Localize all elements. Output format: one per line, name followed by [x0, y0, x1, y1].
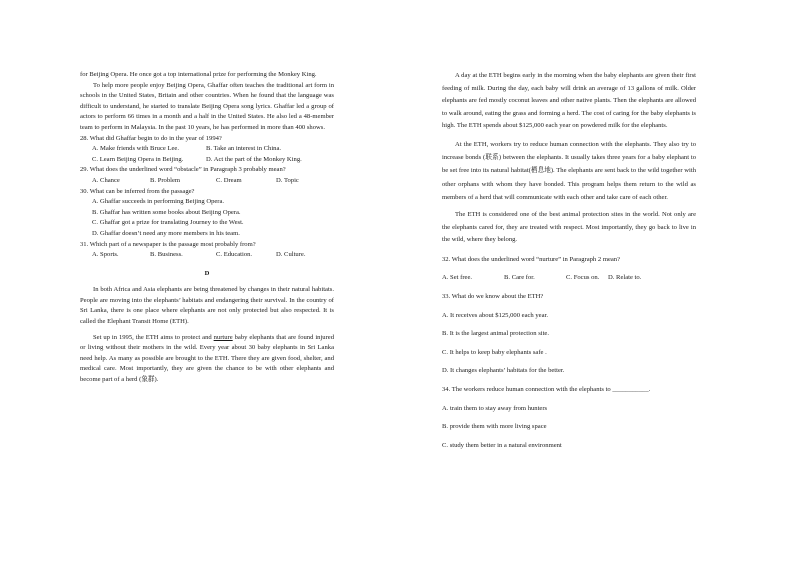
q30-option-a: A. Ghaffar succeeds in performing Beijing Opera.	[92, 198, 225, 206]
q28-options-row1	[80, 144, 334, 155]
q30-option-c: C. Ghaffar got a prize for translating Journey to the West.	[92, 219, 244, 227]
q29-option-c: C. Dream	[216, 176, 242, 184]
q32-option-c: C. Focus on.	[566, 274, 600, 282]
passage-p2-before: Set up in 1995, the ETH aims to protect and	[93, 333, 214, 341]
q34-option-c: C. study them better in a natural environment	[442, 441, 562, 449]
q31-option-a: A. Sports.	[92, 251, 119, 259]
q29-option-a: A. Chance	[92, 176, 120, 184]
passage-p2-after: baby elephants that are found injured or living without their mothers in the wild. Every year about 30 baby elephants in Sri Lanka need help. As many as possible are brought to the ETH. There they are given food, shelter, and medical care. Most importantly, they are given the chance to be with other elephants and become part of a herd (象群).	[80, 333, 334, 384]
q33-option-a: A. It receives about $125,000 each year.	[442, 311, 549, 319]
passage-paragraph-3: A day at the ETH begins early in the morning when the baby elephants are given their first feeding of milk. During the day, each baby will drink an average of 13 gallons of milk. Older elephants are fed mostly coconut leaves and other native plants. Then the elephants are allowed to walk around, eating the grass and forming a herd. The cost of caring for the baby elephants is high. The ETH spends about $125,000 each year on powdered milk for the elephants.	[442, 72, 696, 130]
q31-option-c: C. Education.	[216, 251, 253, 259]
underlined-word-nurture: nurture	[213, 333, 233, 341]
paragraph-opera: To help more people enjoy Beijing Opera, Ghaffar often teaches the traditional art form in schools in the United States, Britain and other countries. When he found that the language was difficult to understand, he started to translate Beijing Opera song lyrics. Ghaffar led a group of actors to perform 66 times in a month and a half in the United States. He also led a 48-member team to perform in Malaysia. In the past 10 years, he has performed in more than 400 shows.	[80, 81, 334, 131]
q30-option-d: D. Ghaffar doesn’t need any more members in his team.	[92, 229, 240, 237]
passage-paragraph-4: At the ETH, workers try to reduce human connection with the elephants. They also try to increase bonds (联系) between the elephants. It usually takes three years for a baby elephant to be set free into its natural habitat(栖息地). The elephants are sent back to the wild together with other orphans with whom they have bonded. This program helps them return to the wild as members of a herd that will communicate with each other and take care of each other.	[442, 140, 696, 201]
q32-option-b: B. Care for.	[504, 274, 535, 282]
left-column	[80, 70, 334, 386]
intro-continuation: for Beijing Opera. He once got a top international prize for performing the Monkey King.	[80, 71, 317, 78]
q29-option-d: D. Topic	[276, 176, 299, 184]
q30-stem: 30. What can be inferred from the passage?	[80, 187, 195, 195]
q31-option-b: B. Business.	[150, 251, 183, 259]
q33-option-b: B. It is the largest animal protection site.	[442, 330, 550, 338]
q33-option-c: C. It helps to keep baby elephants safe .	[442, 348, 547, 356]
q28-option-d: D. Act the part of the Monkey King.	[206, 155, 302, 163]
section-heading: D	[204, 269, 210, 277]
q32-option-d: D. Relate to.	[608, 274, 642, 282]
q29-stem: 29. What does the underlined word “obstacle” in Paragraph 3 probably mean?	[80, 166, 286, 174]
q31-option-d: D. Culture.	[276, 251, 306, 259]
q33-stem: 33. What do we know about the ETH?	[442, 292, 544, 300]
q31-options	[80, 250, 334, 261]
right-column	[442, 70, 696, 451]
q32-stem: 32. What does the underlined word “nurture” in Paragraph 2 mean?	[442, 255, 621, 263]
q28-option-a: A. Make friends with Bruce Lee.	[92, 145, 179, 153]
q31-stem: 31. Which part of a newspaper is the passage most probably from?	[80, 240, 256, 248]
passage-paragraph-5: The ETH is considered one of the best animal protection sites in the world. Not only are the elephants cared for, they are treated with respect. Most importantly, they go back to live in the wild, where they belong.	[442, 210, 696, 244]
q34-option-b: B. provide them with more living space	[442, 423, 547, 431]
q29-option-b: B. Problem	[150, 176, 181, 184]
q28-option-b: B. Take an interest in China.	[206, 145, 282, 153]
q32-option-a: A. Set free.	[442, 274, 473, 282]
q32-options	[442, 273, 696, 284]
q30-option-b: B. Ghaffar has written some books about Beijing Opera.	[92, 208, 241, 216]
q29-options	[80, 176, 334, 187]
q28-stem: 28. What did Ghaffar begin to do in the year of 1994?	[80, 134, 222, 142]
q34-option-a: A. train them to stay away from hunters	[442, 404, 548, 412]
q33-option-d: D. It changes elephants’ habitats for the better.	[442, 367, 565, 375]
passage-paragraph-2	[80, 333, 334, 386]
q28-options-row2	[80, 155, 334, 166]
passage-paragraph-1: In both Africa and Asia elephants are being threatened by changes in their natural habitats. People are moving into the elephants’ habitats and endangering their survival. In the country of Sri Lanka, there is one place where elephants are not only protected but also respected. It is called the Elephant Transit Home (ETH).	[80, 286, 334, 326]
q34-stem: 34. The workers reduce human connection with the elephants to ___________.	[442, 385, 651, 393]
q28-option-c: C. Learn Beijing Opera in Beijing.	[92, 155, 184, 163]
